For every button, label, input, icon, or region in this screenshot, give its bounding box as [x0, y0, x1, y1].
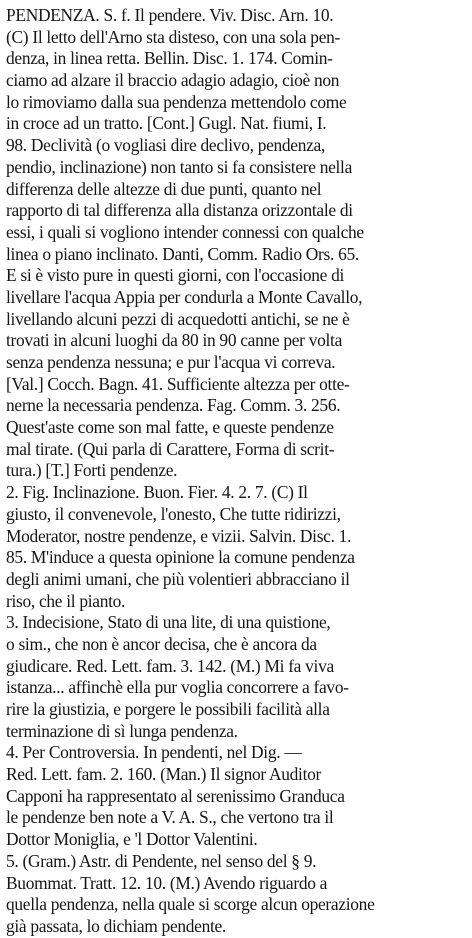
text-line: ciamo ad alzare il braccio adagio adagio, cioè non — [6, 70, 340, 91]
text-line: già passata, lo dichiam pendente. — [6, 915, 226, 936]
text-line: E si è visto pure in questi giorni, con l'occasione di — [6, 265, 345, 286]
text-line: Red. Lett. fam. 2. 160. (Man.) Il signor Auditor — [6, 764, 322, 785]
text-line: [Val.] Cocch. Bagn. 41. Sufficiente altezza per otte- — [6, 373, 350, 394]
text-line: livellando alcuni pezzi di acquedotti antichi, se ne è — [6, 308, 350, 329]
text-line: degli animi umani, che più volentieri abbracciano il — [6, 568, 350, 589]
text-line: quella pendenza, nella quale si scorge alcun operazione — [6, 894, 375, 915]
text-line: Buommat. Tratt. 12. 10. (M.) Avendo riguardo a — [6, 872, 328, 893]
text-line: lo rimoviamo dalla sua pendenza mettendolo come — [6, 91, 347, 112]
dictionary-entry-pendenza — [6, 5, 466, 938]
text-line: riso, che il pianto. — [6, 590, 126, 611]
text-line: pendio, inclinazione) non tanto si fa consistere nella — [6, 156, 352, 177]
text-line: Moderator, nostre pendenze, e vizii. Salvin. Disc. 1. — [6, 525, 352, 546]
text-line: rire la giustizia, e porgere le possibili facilità alla — [6, 699, 330, 719]
text-line: Dottor Moniglia, e 'l Dottor Valentini. — [6, 829, 258, 850]
text-line: essi, i quali si vogliono intender connessi con qualche — [6, 221, 364, 242]
text-line: denza, in linea retta. Bellin. Disc. 1. 174. Comin- — [6, 48, 333, 69]
text-line: PENDENZA. S. f. Il pendere. Viv. Disc. Arn. 10. — [6, 5, 334, 25]
text-line: livellare l'acqua Appia per condurla a Monte Cavallo, — [6, 286, 363, 307]
text-line: giusto, il convenevole, l'onesto, Che tutte ridirizzi, — [6, 503, 341, 524]
text-line: 98. Declività (o vogliasi dire declivo, pendenza, — [6, 135, 325, 156]
text-line: mal tirate. (Qui parla di Carattere, Forma di scrit- — [6, 438, 335, 459]
text-line: o sim., che non è ancor decisa, che è ancora da — [6, 633, 317, 654]
text-line: 2. Fig. Inclinazione. Buon. Fier. 4. 2. 7. (C) Il — [6, 482, 308, 503]
text-line: senza pendenza nessuna; e pur l'acqua vi correva. — [6, 352, 336, 372]
text-line: nerne la necessaria pendenza. Fag. Comm. 3. 256. — [6, 395, 341, 416]
text-line: trovati in alcuni luoghi da 80 in 90 canne per volta — [6, 330, 342, 351]
text-line: (C) Il letto dell'Arno sta disteso, con una sola pen- — [6, 26, 341, 47]
text-line: 4. Per Controversia. In pendenti, nel Dig. — — [6, 742, 302, 763]
text-line: Capponi ha rappresentato al serenissimo Granduca — [6, 785, 345, 806]
text-line: tura.) [T.] Forti pendenze. — [6, 460, 178, 481]
text-line: istanza... affinchè ella pur voglia concorrere a favo- — [6, 677, 349, 698]
text-line: terminazione di sì lunga pendenza. — [6, 720, 238, 741]
text-line: in croce ad un tratto. [Cont.] Gugl. Nat. fiumi, I. — [6, 113, 327, 134]
text-line: giudicare. Red. Lett. fam. 3. 142. (M.) Mi fa viva — [6, 655, 334, 676]
text-line: Quest'aste come son mal fatte, e queste pendenze — [6, 417, 334, 438]
text-line: linea o piano inclinato. Danti, Comm. Radio Ors. 65. — [6, 243, 359, 264]
text-line: differenza delle altezze di due punti, quanto nel — [6, 178, 322, 199]
text-line: 3. Indecisione, Stato di una lite, di una quistione, — [6, 612, 331, 633]
text-line: rapporto di tal differenza alla distanza orizzontale di — [6, 200, 353, 221]
text-line: 5. (Gram.) Astr. di Pendente, nel senso del § 9. — [6, 850, 317, 871]
text-line: 85. M'induce a questa opinione la comune pendenza — [6, 547, 355, 568]
text-line: le pendenze ben note a V. A. S., che vertono tra il — [6, 807, 334, 828]
